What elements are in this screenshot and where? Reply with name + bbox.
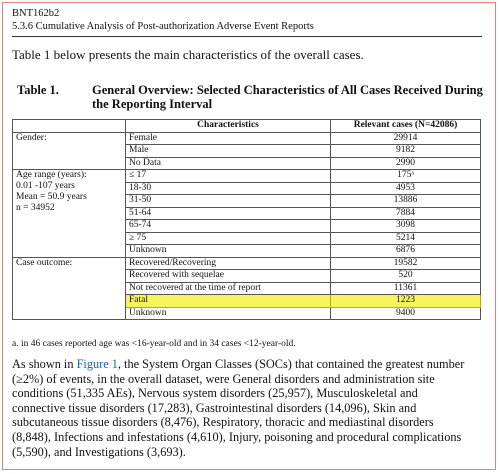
- row-name: Recovered with sequelae: [126, 270, 331, 283]
- row-value: 2990: [331, 157, 481, 170]
- row-value: 13886: [331, 195, 481, 208]
- document-header: [12, 8, 314, 33]
- row-name: Unknown: [126, 307, 331, 320]
- row-value: 6876: [331, 245, 481, 258]
- age-range: 0.01 -107 years: [16, 181, 75, 191]
- row-name: Male: [126, 145, 331, 158]
- body-line-5: subcutaneous tissue disorders (8,476), Respiratory, thoracic and mediastinal disorders: [12, 415, 434, 430]
- document-frame: [2, 2, 496, 470]
- row-name: ≥ 75: [126, 232, 331, 245]
- body-line-3: conditions (51,335 AEs), Nervous system disorders (25,957), Musculoskeletal and: [12, 386, 418, 401]
- row-name: Not recovered at the time of report: [126, 282, 331, 295]
- body-line-7: (5,590), and Investigations (3,693).: [12, 444, 186, 459]
- table-label: Table 1.: [17, 83, 59, 97]
- header-divider: [12, 36, 482, 37]
- row-value: 9182: [331, 145, 481, 158]
- age-mean: Mean = 50.9 years: [16, 192, 87, 202]
- body-line-6: (8,848), Infections and infestations (4,610), Injury, poisoning and procedural complications: [12, 429, 462, 444]
- age-label-cell: [13, 170, 126, 258]
- row-name: Female: [126, 132, 331, 145]
- row-name: Recovered/Recovering: [126, 257, 331, 270]
- table-title-line2: the Reporting Interval: [92, 97, 213, 111]
- body-line-1: [12, 357, 490, 372]
- row-name: 18-30: [126, 182, 331, 195]
- age-n: n = 34952: [16, 203, 55, 213]
- characteristics-table: [12, 119, 481, 320]
- table-row: [13, 257, 481, 270]
- body-paragraph: [12, 357, 490, 459]
- row-value: 9400: [331, 307, 481, 320]
- row-name: 31-50: [126, 195, 331, 208]
- section-title: 5.3.6 Cumulative Analysis of Post-authorization Adverse Event Reports: [12, 20, 314, 32]
- table-header-row: [13, 120, 481, 133]
- row-value: 3098: [331, 220, 481, 233]
- header-empty-cell: [13, 120, 126, 133]
- row-value: 1223: [331, 295, 481, 308]
- table-title-line1: General Overview: Selected Characteristics of All Cases Received During: [92, 83, 483, 97]
- row-name: 65-74: [126, 220, 331, 233]
- body-text: , the System Organ Classes (SOCs) that contained the greatest number: [117, 357, 465, 371]
- row-value: 11361: [331, 282, 481, 295]
- row-name: Fatal: [126, 295, 331, 308]
- body-line-2: (≥2%) of events, in the overall dataset, were General disorders and administration site: [12, 371, 435, 386]
- row-value: 7884: [331, 207, 481, 220]
- product-name: BNT162b2: [12, 8, 60, 19]
- intro-text: Table 1 below presents the main characteristics of the overall cases.: [12, 47, 364, 62]
- header-characteristics: Characteristics: [126, 120, 331, 133]
- row-value: 29914: [331, 132, 481, 145]
- table-row: [13, 132, 481, 145]
- age-label: Age range (years):: [16, 170, 87, 180]
- row-name: No Data: [126, 157, 331, 170]
- row-value: 4953: [331, 182, 481, 195]
- figure-1-link[interactable]: Figure 1: [76, 357, 118, 371]
- row-name: 51-64: [126, 207, 331, 220]
- row-value: 19582: [331, 257, 481, 270]
- body-text: As shown in: [12, 357, 77, 371]
- row-value: 175ᵃ: [331, 170, 481, 183]
- row-value: 5214: [331, 232, 481, 245]
- row-name: ≤ 17: [126, 170, 331, 183]
- row-value: 520: [331, 270, 481, 283]
- body-line-4: connective tissue disorders (17,283), Gastrointestinal disorders (14,096), Skin and: [12, 400, 417, 415]
- table-row: [13, 170, 481, 183]
- outcome-label: Case outcome:: [13, 257, 126, 320]
- header-relevant-cases: Relevant cases (N=42086): [331, 120, 481, 133]
- gender-label: Gender:: [13, 132, 126, 170]
- row-name: Unknown: [126, 245, 331, 258]
- table-footnote: a. in 46 cases reported age was <16-year-old and in 34 cases <12-year-old.: [12, 339, 296, 349]
